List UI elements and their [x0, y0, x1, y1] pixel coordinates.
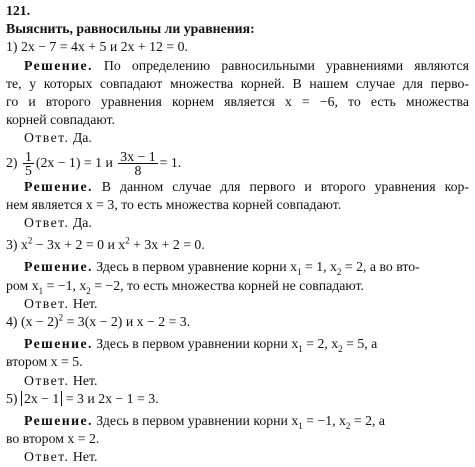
fraction-1-5: $\frac{1}{5}$: [24, 148, 32, 178]
solution-4-line-2: втором x = 5.: [6, 354, 83, 370]
equation-5: 5) 2x − 1 = 3 и 2x − 1 = 3.: [6, 390, 159, 406]
solution-2-line-2: нем является x = 3, то есть множества корней совпадают.: [6, 196, 342, 212]
answer-5: Ответ. Нет.: [24, 449, 98, 465]
task-statement: Выяснить, равносильны ли уравнения:: [6, 21, 255, 37]
solution-1-line-3: го и второго уравнения корнем является x = −6, то есть множества: [6, 94, 469, 110]
solution-1-line-4: корней совпадают.: [6, 112, 115, 128]
solution-1-line-2: те, у которых совпадают множества корней. В нашем случае для перво-: [6, 75, 469, 91]
answer-2: Ответ. Да.: [24, 215, 92, 231]
solution-2-line-1: Решение. В данном случае для первого и второго уравнения кор-: [24, 178, 469, 194]
absolute-value: 2x − 1: [21, 391, 62, 406]
equation-4: 4) $(x - 2)^2 = 3(x - 2)$ и x − 2 = 3.: [6, 312, 191, 330]
solution-label: Решение.: [24, 57, 93, 73]
equation-1: 1) 2x − 7 = 4x + 5 и 2x + 12 = 0.: [6, 39, 188, 55]
answer-4: Ответ. Нет.: [24, 372, 98, 388]
fraction-3x-1-over-8: $\frac{3x - 1}{8}$: [120, 148, 156, 178]
answer-label: Ответ.: [24, 130, 70, 146]
solution-3-line-1: Решение. Здесь в первом уравнение корни $x_1 = 1$, $x_2 = 2$, а во вто-: [24, 259, 420, 278]
equation-2: 2) $\frac{1}{5}$ (2x − 1) = 1 и $\frac{3x - 1}{8}$ = 1.: [6, 148, 182, 178]
solution-5-line-1: Решение. Здесь в первом уравнении корни $x_1 = -1$, $x_2 = 2$, а: [24, 413, 386, 431]
solution-4-line-1: Решение. Здесь в первом уравнении корни $x_1 = 2$, $x_2 = 5$, а: [24, 336, 378, 354]
answer-3: Ответ. Нет.: [24, 295, 98, 311]
solution-3-line-2: ром $x_1 = -1$, $x_2 = -2$, то есть множества корней не совпадают.: [6, 277, 364, 296]
equation-3: 3) $x^2 - 3x + 2 = 0$ и $x^2 + 3x + 2 = 0$.: [6, 235, 205, 253]
solution-1-line-1: Решение. По определению равносильными уравнениями являются: [24, 57, 469, 73]
answer-1: Ответ. Да.: [24, 130, 92, 146]
solution-5-line-2: во втором x = 2.: [6, 431, 100, 447]
problem-number: 121.: [6, 3, 31, 18]
